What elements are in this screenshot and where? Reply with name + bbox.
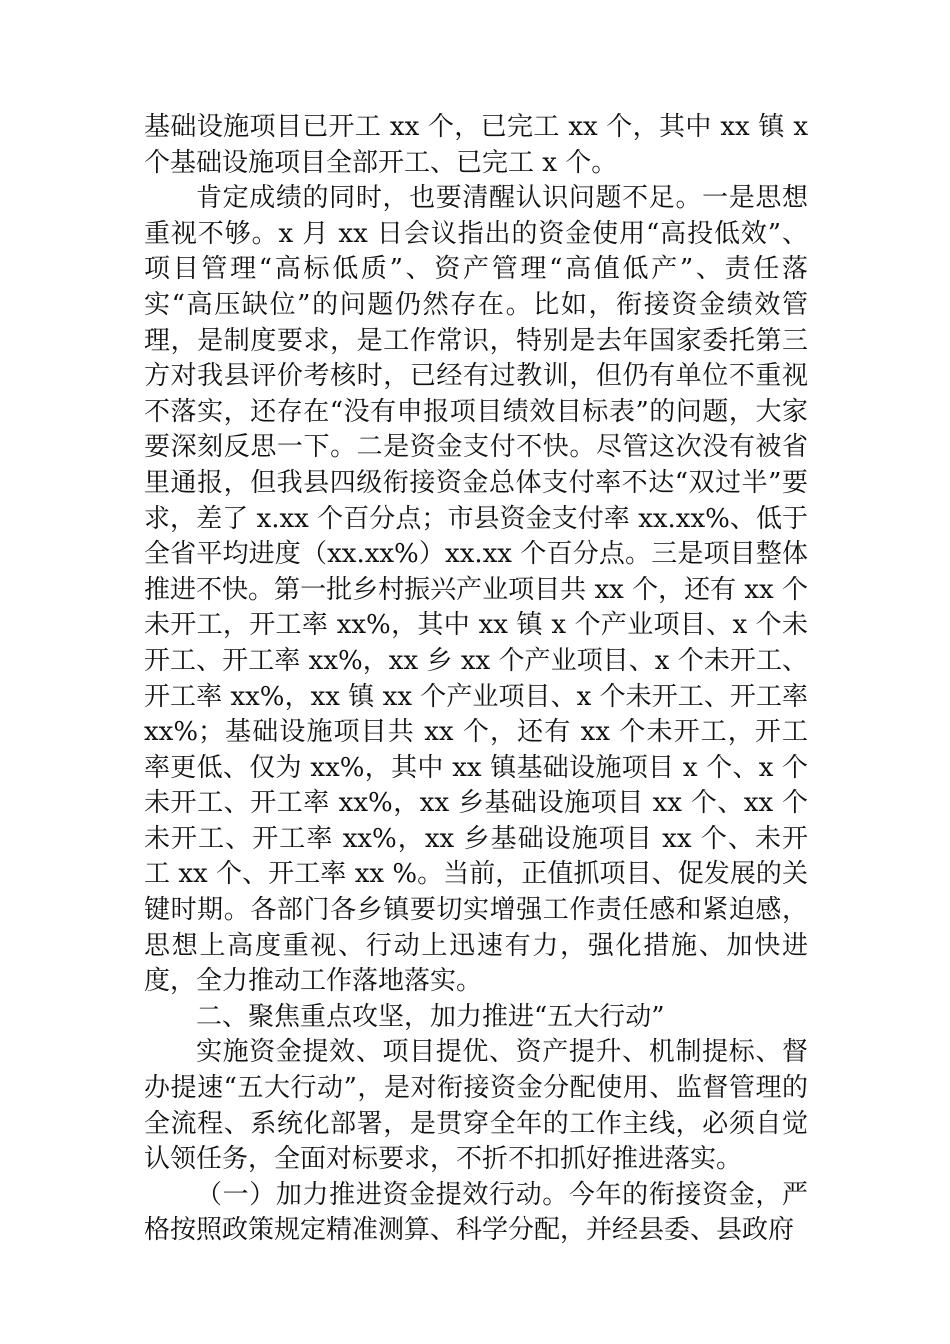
paragraph-problems: 肯定成绩的同时，也要清醒认识问题不足。一是思想重视不够。x 月 xx 日会议指出的资金使用“高投低效”、项目管理“高标低质”、资产管理“高值低产”、责任落实“高压缺位”的问题仍然存在。比如，衔接资金绩效管理，是制度要求，是工作常识，特别是去年国家委托第三方对我县评价考核时，已经有过教训，但仍有单位不重视不落实，还存在“没有申报项目绩效目标表”的问题，大家要深刻反思一下。二是资金支付不快。尽管这次没有被省里通报，但我县四级衔接资金总体支付率不达“双过半”要求，差了 x.xx 个百分点；市县资金支付率 xx.xx%、低于全省平均进度（xx.xx%）xx.xx 个百分点。三是项目整体推进不快。第一批乡村振兴产业项目共 xx 个，还有 xx 个未开工，开工率 xx%，其中 xx 镇 x 个产业项目、x 个未开工、开工率 xx%，xx 乡 xx 个产业项目、x 个未开工、开工率 xx%，xx 镇 xx 个产业项目、x 个未开工、开工率 xx%；基础设施项目共 xx 个，还有 xx 个未开工，开工率更低、仅为 xx%，其中 xx 镇基础设施项目 x 个、x 个未开工、开工率 xx%，xx 乡基础设施项目 xx 个、xx 个未开工、开工率 xx%，xx 乡基础设施项目 xx 个、未开工 xx 个、开工率 xx %。当前，正值抓项目、促发展的关键时期。各部门各乡镇要切实增强工作责任感和紧迫感，思想上高度重视、行动上迅速有力，强化措施、加快进度，全力推动工作落地落实。: [144, 183, 808, 997]
section-heading: 二、聚焦重点攻坚，加力推进“五大行动”: [196, 1001, 665, 1032]
paragraph-five-actions: 实施资金提效、项目提优、资产提升、机制提标、督办提速“五大行动”，是对衔接资金分配使用、监督管理的全流程、系统化部署，是贯穿全年的工作主线，必须自觉认领任务，全面对标要求，不折不扣抓好推进落实。: [144, 1037, 808, 1175]
paragraph-subsection-one: （一）加力推进资金提效行动。今年的衔接资金，严格按照政策规定精准测算、科学分配，并经县委、县政府: [144, 1179, 808, 1246]
paragraph-continuation: 基础设施项目已开工 xx 个，已完工 xx 个，其中 xx 镇 x 个基础设施项目全部开工、已完工 x 个。: [144, 112, 808, 178]
